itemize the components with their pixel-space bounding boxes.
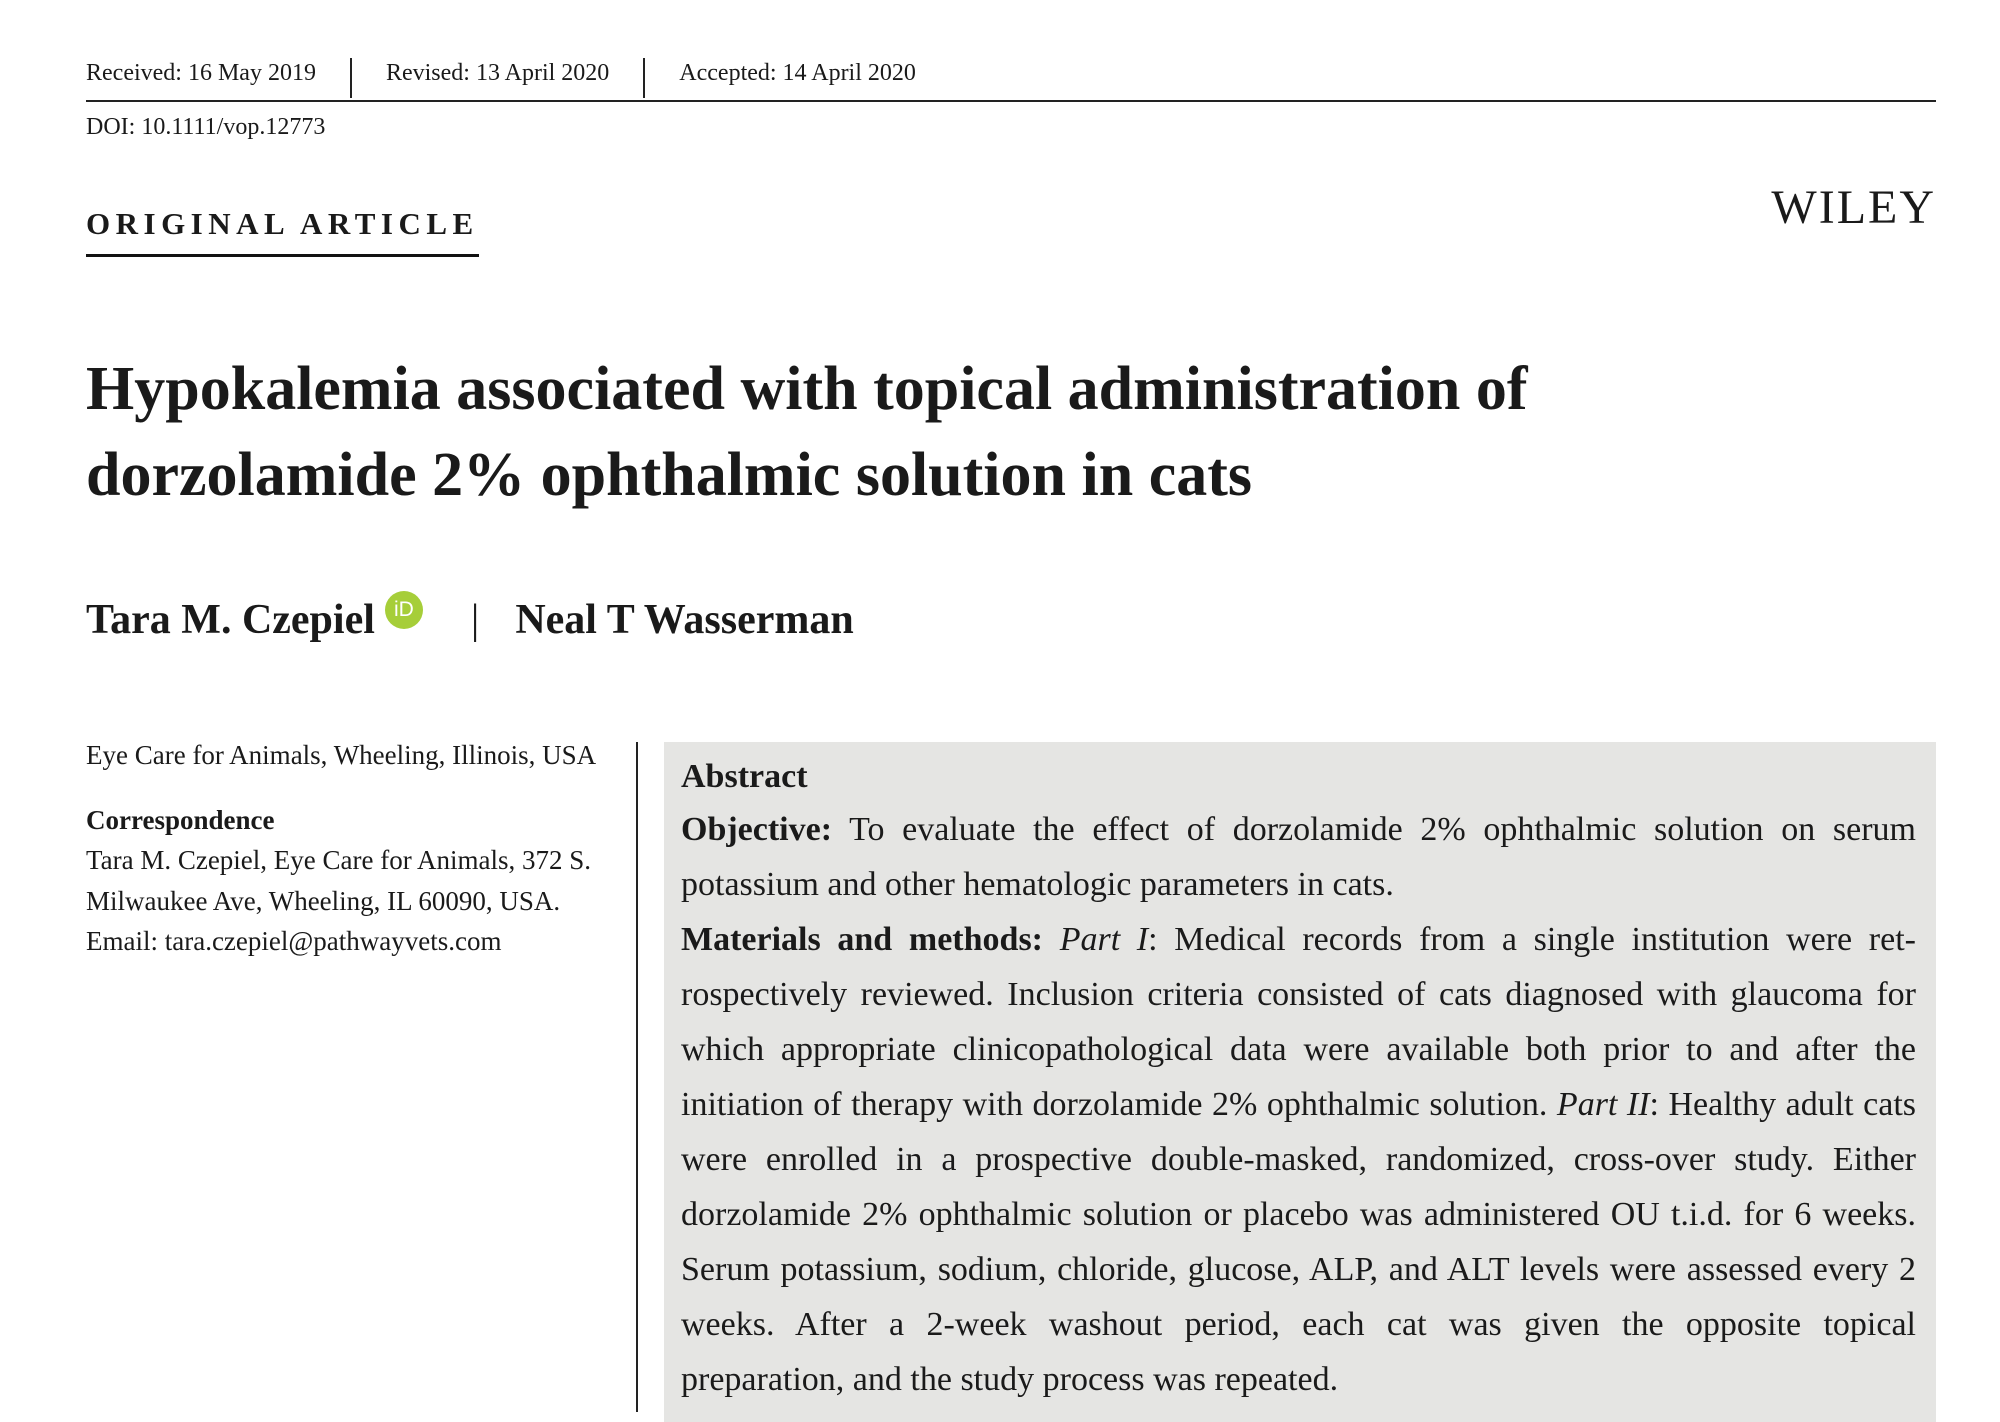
correspondence-email[interactable]: Email: tara.czepiel@pathwayvets.com (86, 926, 502, 956)
abstract-methods (681, 912, 1916, 1407)
objective-text: To evaluate the effect of dorzolamide 2% ophthalmic solution on serum potassium and other hematologic parameters in cats. (681, 811, 1916, 903)
revised-date: Revised: 13 April 2020 (352, 58, 645, 98)
author-separator: | (470, 597, 480, 643)
abstract-objective (681, 802, 1916, 912)
correspondence-address: Tara M. Czepiel, Eye Care for Animals, 372 S. Milwaukee Ave, Wheeling, IL 60090, USA. (86, 845, 591, 916)
part1-label: Part I (1059, 921, 1149, 958)
orcid-icon[interactable]: iD (385, 591, 423, 629)
author-name[interactable]: Neal T Wasserman (515, 597, 854, 643)
doi[interactable]: DOI: 10.1111/vop.12773 (86, 114, 326, 140)
publisher-logo: WILEY (1771, 181, 1936, 234)
methods-label: Materials and methods: (681, 921, 1043, 958)
affiliation-column (86, 735, 626, 962)
objective-label: Objective: (681, 811, 833, 848)
article-title: Hypokalemia associated with topical administration of dorzolamide 2% ophthalmic solution in cats (86, 355, 1528, 509)
author-name[interactable]: Tara M. Czepiel (86, 597, 375, 643)
column-divider (636, 742, 638, 1412)
accepted-date: Accepted: 14 April 2020 (679, 60, 916, 86)
abstract-box (664, 742, 1936, 1422)
affiliation: Eye Care for Animals, Wheeling, Illinois, USA (86, 740, 597, 770)
received-date: Received: 16 May 2019 (86, 58, 352, 98)
publication-dates-bar (86, 58, 1936, 102)
article-type-label: ORIGINAL ARTICLE (86, 204, 479, 257)
part1-text: : Medical records from a single institution were retrospectively reviewed. Inclusion criteria consisted of cats diagnosed with glaucoma for which appropriate clinicopathological data were available both prior to and after the initiation of therapy with dorzolamide 2% ophthalmic solution. (681, 921, 1916, 1123)
correspondence-heading: Correspondence (86, 804, 275, 835)
author-list (86, 592, 854, 648)
abstract-heading: Abstract (681, 758, 808, 795)
part2-label: Part II (1556, 1086, 1650, 1123)
part2-text: : Healthy adult cats were enrolled in a prospective double-masked, randomized, cross-over study. Either dorzolamide 2% ophthalmic solution or placebo was administered OU t.i.d. for 6 weeks. Serum potassium, sodium, chloride, glucose, ALP, and ALT levels were assessed every 2 weeks. After a 2-week washout period, each cat was given the opposite topical preparation, and the study process was repeated. (681, 1086, 1916, 1398)
